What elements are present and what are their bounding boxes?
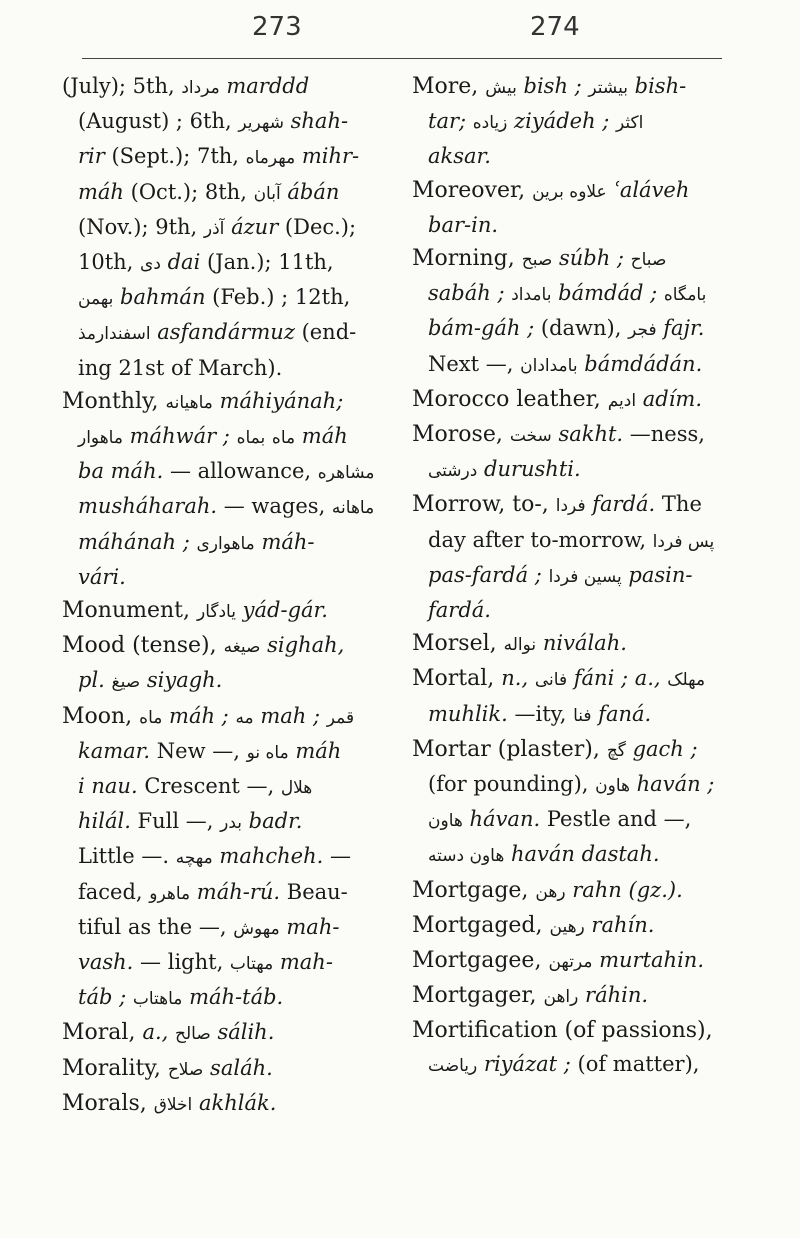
headword: Morality, [62, 1055, 168, 1081]
transliteration: bámdád ; [551, 281, 664, 306]
transliteration: musháharah. [78, 494, 218, 519]
persian-word: ماهانه [331, 498, 375, 519]
entry-text [105, 668, 112, 692]
transliteration: bish ; [516, 74, 589, 98]
entry-text: — light, [133, 950, 230, 975]
transliteration: máhánah ; [78, 529, 197, 554]
transliteration: ázur [224, 214, 279, 239]
entry-text: Little —. [78, 844, 176, 869]
transliteration: pl. [78, 668, 105, 693]
entry-text: The [655, 492, 702, 517]
dictionary-line [412, 803, 734, 838]
transliteration: niválah. [536, 631, 627, 656]
persian-word: فجر [628, 320, 657, 341]
dictionary-line [412, 733, 734, 768]
dictionary-line [62, 946, 384, 981]
persian-word: صالح [175, 1024, 211, 1045]
entry-text: New —, [150, 738, 247, 763]
dictionary-line [412, 524, 734, 559]
persian-word: بدر [220, 813, 242, 834]
dictionary-line [412, 1014, 734, 1047]
entry-text: (dawn), [534, 316, 629, 341]
dictionary-line [412, 174, 734, 209]
persian-word: فردا [555, 496, 586, 517]
transliteration: vash. [78, 950, 134, 975]
persian-word: مشاهره [317, 463, 375, 484]
persian-word: بیش [485, 78, 517, 98]
persian-word: اکثر [616, 113, 644, 134]
headword: Morning, [412, 246, 522, 272]
dictionary-line [62, 1087, 384, 1122]
dictionary-line [412, 209, 734, 242]
persian-word: مهچه [175, 848, 213, 869]
persian-word: هاون [595, 776, 630, 797]
transliteration: mahcheh. [212, 844, 324, 869]
transliteration: tar; [428, 109, 473, 134]
persian-word: بیشتر [588, 78, 628, 98]
transliteration: vári. [78, 564, 126, 589]
entry-text: (Feb.) ; 12th, [205, 285, 351, 310]
headword: Monthly, [62, 388, 166, 414]
entry-text: —ness, [623, 422, 705, 447]
persian-word: مهوش [233, 918, 280, 939]
headword: Monument, [62, 598, 197, 624]
dictionary-line [62, 1052, 384, 1087]
dictionary-line [62, 911, 384, 946]
transliteration: shah- [283, 109, 349, 134]
persian-word: مرداد [181, 78, 220, 98]
transliteration: rahín. [584, 912, 655, 937]
entry-text: (Dec.); [278, 214, 357, 239]
persian-word: بامدادان [520, 355, 578, 376]
dictionary-line [412, 348, 734, 383]
dictionary-line [62, 211, 384, 246]
transliteration: hilál. [78, 809, 131, 834]
transliteration: máh ; [162, 703, 236, 728]
dictionary-line [62, 664, 384, 699]
dictionary-line [62, 526, 384, 561]
persian-word: گچ [606, 740, 626, 761]
transliteration: siyagh. [140, 668, 223, 693]
persian-word: راهن [543, 987, 579, 1008]
dictionary-line [62, 840, 384, 875]
transliteration: faná. [591, 701, 652, 726]
transliteration: muhlik. [428, 701, 508, 726]
transliteration: kamar. [78, 738, 151, 763]
headword: Morrow, to-, [412, 492, 556, 518]
persian-word: ماه [271, 428, 296, 449]
entry-text: Next —, [428, 351, 521, 376]
entry-text: (Oct.); 8th, [123, 179, 254, 204]
dictionary-line [412, 768, 734, 803]
page-number-right: 274 [530, 12, 580, 42]
persian-word: اسفندارمذ [78, 324, 151, 345]
persian-word: نواله [503, 635, 537, 656]
headword: Mood (tense), [62, 633, 224, 659]
persian-word: هاون دسته [428, 846, 505, 867]
transliteration: ziyádeh ; [507, 109, 617, 134]
dictionary-line [62, 140, 384, 175]
headword: Mortgagee, [412, 948, 549, 974]
transliteration: i nau. [78, 774, 138, 799]
dictionary-line [62, 629, 384, 664]
persian-word: ماهیانه [165, 392, 213, 413]
transliteration: sabáh ; [428, 281, 512, 306]
transliteration: mah ; [253, 703, 327, 728]
persian-word: صیغ [111, 672, 141, 693]
persian-word: ماهرو [149, 883, 191, 904]
transliteration: fáni ; a., [567, 666, 661, 691]
transliteration: murtahin. [592, 948, 704, 973]
dictionary-line [412, 453, 734, 488]
dictionary-line [62, 420, 384, 455]
transliteration: haván ; [629, 772, 715, 797]
persian-word: آذر [203, 218, 225, 239]
entry-text: faced, [78, 879, 150, 904]
dictionary-line [412, 838, 734, 873]
persian-word: یادگار [197, 602, 236, 623]
dictionary-line [412, 105, 734, 140]
dictionary-line [62, 455, 384, 490]
entry-text: Crescent —, [137, 774, 281, 799]
persian-word: پس فردا [652, 531, 715, 552]
dictionary-line [412, 383, 734, 418]
right-column [412, 70, 734, 1083]
persian-word: بماه [236, 428, 266, 449]
persian-word: رهین [549, 916, 585, 937]
persian-word: صیغه [223, 637, 261, 658]
transliteration: bám-gáh ; [428, 316, 535, 341]
entry-text: — wages, [217, 494, 332, 519]
persian-word: دی [140, 254, 161, 275]
dictionary-line [62, 352, 384, 385]
persian-word: رهن [535, 881, 566, 902]
transliteration: yád-gár. [235, 598, 328, 623]
persian-word: صبح [521, 250, 553, 271]
entry-text: (for pounding), [428, 772, 596, 797]
entry-text: (August) ; 6th, [78, 109, 239, 134]
persian-word: ماهتاب [132, 989, 183, 1010]
dictionary-line [412, 559, 734, 594]
transliteration: máh-rú. [190, 879, 281, 904]
left-column [62, 70, 384, 1122]
dictionary-line [412, 140, 734, 173]
dictionary-line [62, 735, 384, 770]
transliteration: máh [288, 738, 342, 763]
dictionary-line [62, 1016, 384, 1051]
persian-word: بامداد [511, 285, 552, 306]
persian-word: مهلک [667, 670, 706, 691]
persian-word: ماهواری [196, 533, 255, 554]
headword: Mortgaged, [412, 912, 550, 938]
transliteration: bish- [627, 74, 687, 98]
transliteration: aksar. [428, 144, 491, 169]
transliteration: táb ; [78, 985, 133, 1010]
transliteration: bahmán [113, 285, 206, 310]
dictionary-line [62, 490, 384, 525]
transliteration: rir [78, 144, 105, 169]
persian-word: شهریر [238, 113, 284, 134]
persian-word: صباح [630, 250, 667, 271]
dictionary-line [62, 876, 384, 911]
persian-word: ریاضت [428, 1055, 478, 1076]
transliteration: sakht. [551, 422, 624, 447]
transliteration: haván dastah. [504, 842, 660, 867]
dictionary-line [62, 316, 384, 351]
page-number-left: 273 [252, 12, 302, 42]
headword: Mortar (plaster), [412, 736, 607, 762]
transliteration: súbh ; [552, 246, 631, 271]
dictionary-line [62, 281, 384, 316]
persian-word: مهرماه [245, 148, 296, 169]
transliteration: dai [160, 250, 201, 275]
dictionary-line [412, 242, 734, 277]
transliteration: ábán [280, 179, 340, 204]
persian-word: هاون [428, 811, 463, 832]
dictionary-line [62, 385, 384, 420]
headword: Mortal, [412, 666, 502, 692]
entry-text: Beau- [280, 879, 348, 904]
dictionary-line [62, 700, 384, 735]
persian-word: قمر [326, 707, 355, 728]
entry-text: —ity, [507, 701, 574, 726]
transliteration: máh [78, 179, 124, 204]
persian-word: آبان [253, 183, 281, 204]
dictionary-line [412, 70, 734, 105]
transliteration: ʿaláveh [606, 177, 690, 202]
persian-word: ماه [139, 707, 163, 728]
transliteration: n., [501, 666, 529, 691]
transliteration: máh- [254, 529, 315, 554]
persian-word: ماهوار [78, 428, 123, 449]
entry-text: Pestle and —, [540, 807, 692, 832]
headword: Moral, [62, 1020, 143, 1046]
transliteration: sálih. [210, 1020, 275, 1045]
persian-word: هلال [280, 778, 313, 799]
transliteration: durushti. [477, 457, 581, 482]
dictionary-line [412, 418, 734, 453]
dictionary-line [412, 1048, 734, 1083]
entry-text: Full —, [130, 809, 221, 834]
persian-word: سخت [509, 426, 552, 447]
headword: Morocco leather, [412, 386, 608, 412]
transliteration: riyázat ; [477, 1051, 571, 1076]
transliteration: saláh. [203, 1055, 273, 1080]
entry-text: (end- [294, 320, 357, 345]
dictionary-line [62, 105, 384, 140]
persian-word: بهمن [78, 289, 114, 310]
header-rule [82, 58, 722, 59]
transliteration: a., [142, 1020, 169, 1045]
headword: Morals, [62, 1090, 154, 1116]
dictionary-line [62, 176, 384, 211]
entry-text: — allowance, [163, 459, 318, 484]
dictionary-line [412, 312, 734, 347]
dictionary-line [412, 698, 734, 733]
dictionary-line [412, 662, 734, 697]
transliteration: fajr. [656, 316, 705, 341]
headword: Moreover, [412, 177, 533, 203]
persian-word: ماه نو [246, 742, 289, 763]
persian-word: پسین فردا [548, 566, 622, 587]
transliteration: badr. [241, 809, 303, 834]
headword: Mortification (of passions), [412, 1018, 713, 1044]
dictionary-line [412, 594, 734, 627]
entry-text: tiful as the —, [78, 914, 234, 939]
persian-word: درشتی [428, 461, 478, 482]
persian-word: اخلاق [153, 1094, 193, 1115]
persian-word: فانی [534, 670, 568, 691]
entry-text: 10th, [78, 250, 141, 275]
entry-text [168, 1020, 175, 1044]
dictionary-line [62, 246, 384, 281]
persian-word: ادیم [607, 390, 637, 411]
dictionary-line [412, 979, 734, 1014]
transliteration: fardá. [585, 492, 656, 517]
dictionary-line [62, 594, 384, 629]
transliteration: akhlák. [192, 1090, 277, 1115]
entry-text: — [323, 844, 351, 869]
persian-word: علاوه برین [532, 181, 607, 202]
transliteration: rahn (gz.). [565, 877, 683, 902]
persian-word: زیاده [472, 113, 508, 134]
dictionary-line [62, 70, 384, 105]
dictionary-line [412, 627, 734, 662]
transliteration: mihr- [295, 144, 360, 169]
transliteration: pasin- [621, 562, 693, 587]
entry-text: day after to-morrow, [428, 527, 653, 552]
persian-word: صلاح [167, 1059, 204, 1080]
transliteration: máhiyánah; [212, 388, 344, 413]
transliteration: ráhin. [578, 983, 649, 1008]
transliteration: bámdádán. [577, 351, 703, 376]
dictionary-line [412, 488, 734, 523]
transliteration: bar-in. [428, 212, 499, 237]
dictionary-line [62, 770, 384, 805]
entry-text [265, 424, 272, 448]
entry-text: (Sept.); 7th, [104, 144, 246, 169]
transliteration: ba máh. [78, 459, 164, 484]
transliteration: hávan. [462, 807, 541, 832]
entry-text: ing 21st of March). [78, 355, 283, 380]
transliteration: marddd [219, 74, 310, 98]
transliteration: máhwár ; [122, 424, 237, 449]
transliteration: gach ; [625, 736, 698, 761]
transliteration: mah- [273, 950, 333, 975]
entry-text: (Nov.); 9th, [78, 214, 204, 239]
transliteration: asfandármuz [150, 320, 295, 345]
transliteration: pas-fardá ; [428, 562, 549, 587]
headword: Morose, [412, 422, 510, 448]
transliteration: mah- [279, 914, 340, 939]
persian-word: مهتاب [229, 954, 274, 975]
headword: Mortgage, [412, 877, 536, 903]
transliteration: fardá. [428, 598, 491, 623]
dictionary-line [62, 981, 384, 1016]
persian-word: فنا [573, 705, 592, 726]
persian-word: مرتهن [548, 952, 593, 973]
dictionary-line [62, 561, 384, 594]
headword: Morsel, [412, 631, 504, 657]
transliteration: máh-táb. [182, 985, 284, 1010]
transliteration: sighah, [260, 633, 345, 658]
transliteration: máh [295, 424, 348, 449]
entry-text: (of matter), [570, 1051, 700, 1076]
transliteration: adím. [636, 386, 702, 411]
entry-text: (July); 5th, [62, 74, 182, 98]
dictionary-line [412, 944, 734, 979]
dictionary-line [412, 909, 734, 944]
persian-word: بامگاه [663, 285, 707, 306]
entry-text [528, 666, 535, 690]
dictionary-line [412, 277, 734, 312]
headword: More, [412, 74, 486, 99]
entry-text: (Jan.); 11th, [200, 250, 334, 275]
headword: Mortgager, [412, 983, 544, 1009]
persian-word: مه [235, 707, 254, 728]
dictionary-line [412, 874, 734, 909]
dictionary-line [62, 805, 384, 840]
headword: Moon, [62, 703, 140, 729]
